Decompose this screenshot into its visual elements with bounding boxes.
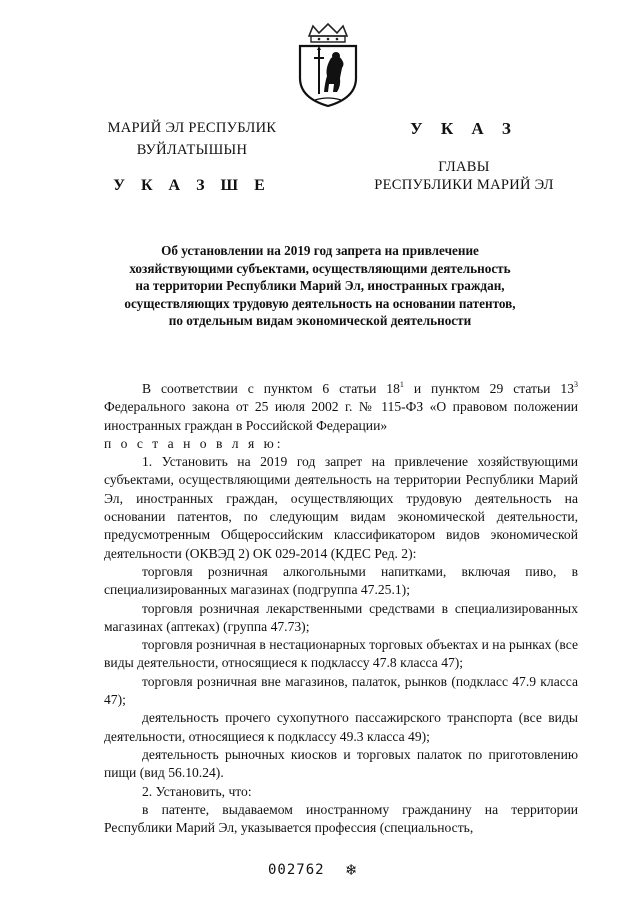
coat-of-arms-icon bbox=[295, 22, 361, 108]
decree-body bbox=[104, 380, 578, 837]
title-line: на территории Республики Марий Эл, иностранных граждан, bbox=[135, 278, 505, 293]
activity-item: торговля розничная в нестационарных торговых объектах и на рынках (все виды деятельности, относящиеся к подклассу 47.8 класса 47); bbox=[104, 637, 578, 671]
document-number: 002762 bbox=[268, 862, 325, 878]
header-right-line1: ГЛАВЫ bbox=[438, 159, 490, 175]
preamble-sup-2: 3 bbox=[574, 380, 578, 389]
header-right bbox=[356, 117, 572, 194]
decree-title bbox=[100, 242, 540, 330]
title-line: Об установлении на 2019 год запрета на привлечение bbox=[161, 243, 479, 258]
header-right-doc-type: У К А З bbox=[410, 119, 518, 138]
header-left-doc-type: У К А З Ш Е bbox=[113, 177, 271, 194]
snowflake-mark-icon: ❄ bbox=[345, 861, 358, 879]
activity-item: торговля розничная лекарственными средствами в специализированных магазинах (аптеках) (группа 47.73); bbox=[104, 600, 578, 634]
preamble-sup-1: 1 bbox=[399, 380, 404, 389]
activity-item: торговля розничная алкогольными напитками, включая пиво, в специализированных магазинах (подгруппа 47.25.1); bbox=[104, 563, 578, 598]
preamble-paragraph bbox=[104, 380, 578, 435]
item-1: 1. Установить на 2019 год запрет на привлечение хозяйствующими субъектами, осуществляющими деятельность на территории Республики Марий Эл, иностранных граждан, осуществляющих трудовую деятельность на основании патентов, по следующим видам экономической деятельности, предусмотренным Общероссийским классификатором видов экономической деятельности (ОКВЭД 2) ОК 029-2014 (КДЕС Ред. 2): bbox=[104, 454, 578, 561]
header-left bbox=[92, 117, 292, 197]
activity-item: торговля розничная вне магазинов, палаток, рынков (подкласс 47.9 класса 47); bbox=[104, 673, 578, 708]
postanovlyayu: п о с т а н о в л я ю: bbox=[104, 435, 284, 451]
item-2-text: в патенте, выдаваемом иностранному гражданину на территории Республики Марий Эл, указывается профессия (специальность, bbox=[104, 801, 578, 836]
title-line: по отдельным видам экономической деятельности bbox=[168, 313, 472, 328]
header-right-line2: РЕСПУБЛИКИ МАРИЙ ЭЛ bbox=[374, 177, 554, 193]
activity-item: деятельность прочего сухопутного пассажирского транспорта (все виды деятельности, относящиеся к подклассу 49.3 класса 49); bbox=[104, 710, 578, 744]
preamble-text-c: Федерального закона от 25 июля 2002 г. № 115-ФЗ «О правовом положении иностранных граждан в Российской Федерации» bbox=[104, 399, 578, 433]
title-line: хозяйствующими субъектами, осуществляющими деятельность bbox=[129, 260, 511, 276]
activity-item: деятельность рыночных киосков и торговых палаток по приготовлению пищи (вид 56.10.24). bbox=[104, 746, 578, 781]
title-line: осуществляющих трудовую деятельность на основании патентов, bbox=[124, 295, 516, 311]
header-left-line2: ВУЙЛАТЫШЫН bbox=[136, 142, 248, 158]
preamble-text-a: В соответствии с пунктом 6 статьи 18 bbox=[142, 381, 400, 396]
item-2: 2. Установить, что: bbox=[142, 783, 252, 799]
header-left-line1: МАРИЙ ЭЛ РЕСПУБЛИК bbox=[107, 120, 277, 136]
preamble-text-b: и пунктом 29 статьи 13 bbox=[403, 381, 574, 396]
